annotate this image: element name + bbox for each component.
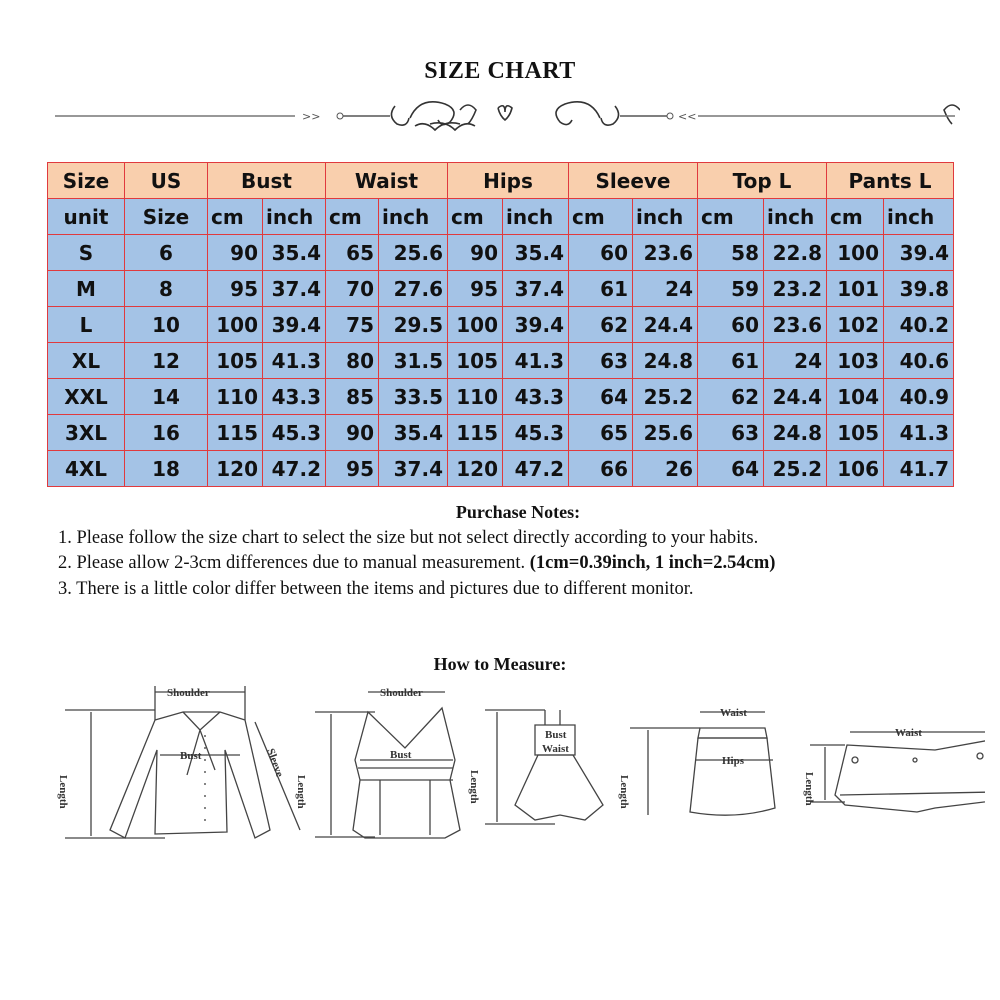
svg-text:Waist: Waist bbox=[720, 707, 747, 719]
unit-cell: Size bbox=[125, 199, 208, 235]
blouse-diagram bbox=[57, 686, 300, 838]
measurement-cell: 60 bbox=[569, 235, 633, 271]
measurement-cell: 62 bbox=[569, 307, 633, 343]
measurement-cell: 120 bbox=[448, 451, 503, 487]
header-cell: Sleeve bbox=[569, 163, 698, 199]
table-row bbox=[48, 379, 954, 415]
measurement-cell: 115 bbox=[448, 415, 503, 451]
purchase-notes bbox=[58, 500, 978, 602]
measurement-cell: 103 bbox=[827, 343, 884, 379]
measurement-cell: 100 bbox=[448, 307, 503, 343]
unit-cell: cm bbox=[698, 199, 764, 235]
svg-text:Length: Length bbox=[295, 775, 307, 809]
table-row bbox=[48, 451, 954, 487]
measurement-cell: 39.8 bbox=[884, 271, 954, 307]
note-item-2 bbox=[58, 551, 978, 577]
measurement-cell: 100 bbox=[827, 235, 884, 271]
measurement-cell: 105 bbox=[208, 343, 263, 379]
measurement-cell: 35.4 bbox=[379, 415, 448, 451]
measurement-cell: 90 bbox=[448, 235, 503, 271]
unit-cell: inch bbox=[633, 199, 698, 235]
unit-cell: inch bbox=[263, 199, 326, 235]
unit-row bbox=[48, 199, 954, 235]
size-chart-table bbox=[47, 162, 954, 487]
skirt-diagram bbox=[618, 707, 775, 815]
header-cell: Waist bbox=[326, 163, 448, 199]
measurement-cell: 47.2 bbox=[503, 451, 569, 487]
svg-text:Bust: Bust bbox=[390, 749, 412, 761]
table-row bbox=[48, 307, 954, 343]
measurement-cell: 39.4 bbox=[503, 307, 569, 343]
measurement-cell: 62 bbox=[698, 379, 764, 415]
header-cell: Size bbox=[48, 163, 125, 199]
measurement-cell: 40.2 bbox=[884, 307, 954, 343]
header-cell: US bbox=[125, 163, 208, 199]
header-cell: Pants L bbox=[827, 163, 954, 199]
svg-text:<<: << bbox=[678, 110, 697, 123]
measurement-cell: 110 bbox=[448, 379, 503, 415]
measurement-cell: 23.6 bbox=[764, 307, 827, 343]
size-label-cell: 3XL bbox=[48, 415, 125, 451]
unit-cell: cm bbox=[569, 199, 633, 235]
measurement-cell: 25.6 bbox=[379, 235, 448, 271]
measurement-cell: 102 bbox=[827, 307, 884, 343]
unit-cell: inch bbox=[884, 199, 954, 235]
measurement-cell: 106 bbox=[827, 451, 884, 487]
measurement-cell: 65 bbox=[326, 235, 379, 271]
page-title: SIZE CHART bbox=[424, 58, 576, 84]
measurement-cell: 64 bbox=[569, 379, 633, 415]
measurement-cell: 8 bbox=[125, 271, 208, 307]
header-cell: Hips bbox=[448, 163, 569, 199]
unit-cell: unit bbox=[48, 199, 125, 235]
measurement-diagrams bbox=[55, 680, 985, 860]
measurement-cell: 45.3 bbox=[503, 415, 569, 451]
svg-text:Waist: Waist bbox=[895, 727, 922, 739]
measurement-cell: 41.3 bbox=[503, 343, 569, 379]
measurement-cell: 43.3 bbox=[503, 379, 569, 415]
measurement-cell: 40.6 bbox=[884, 343, 954, 379]
measurement-cell: 59 bbox=[698, 271, 764, 307]
svg-text:Bust: Bust bbox=[180, 750, 202, 762]
measurement-cell: 80 bbox=[326, 343, 379, 379]
measurement-cell: 90 bbox=[326, 415, 379, 451]
measurement-cell: 43.3 bbox=[263, 379, 326, 415]
size-label-cell: S bbox=[48, 235, 125, 271]
measurement-cell: 33.5 bbox=[379, 379, 448, 415]
measurement-cell: 65 bbox=[569, 415, 633, 451]
measurement-cell: 37.4 bbox=[503, 271, 569, 307]
measurement-cell: 47.2 bbox=[263, 451, 326, 487]
measurement-cell: 23.6 bbox=[633, 235, 698, 271]
svg-text:Shoulder: Shoulder bbox=[380, 687, 423, 699]
measurement-cell: 60 bbox=[698, 307, 764, 343]
svg-text:Length: Length bbox=[57, 775, 69, 809]
ornamental-divider bbox=[50, 96, 960, 136]
measurement-cell: 75 bbox=[326, 307, 379, 343]
measurement-cell: 95 bbox=[208, 271, 263, 307]
measurement-cell: 95 bbox=[448, 271, 503, 307]
size-label-cell: M bbox=[48, 271, 125, 307]
measurement-cell: 90 bbox=[208, 235, 263, 271]
measurement-cell: 61 bbox=[569, 271, 633, 307]
dress-diagram bbox=[468, 710, 603, 824]
measurement-cell: 105 bbox=[827, 415, 884, 451]
unit-cell: cm bbox=[208, 199, 263, 235]
measurement-cell: 31.5 bbox=[379, 343, 448, 379]
measurement-cell: 25.6 bbox=[633, 415, 698, 451]
measurement-cell: 41.3 bbox=[263, 343, 326, 379]
measurement-cell: 12 bbox=[125, 343, 208, 379]
measurement-cell: 37.4 bbox=[263, 271, 326, 307]
measurement-cell: 100 bbox=[208, 307, 263, 343]
measurement-cell: 45.3 bbox=[263, 415, 326, 451]
header-cell: Top L bbox=[698, 163, 827, 199]
measurement-cell: 24.4 bbox=[764, 379, 827, 415]
svg-text:Bust: Bust bbox=[545, 729, 567, 741]
measurement-cell: 115 bbox=[208, 415, 263, 451]
measurement-cell: 120 bbox=[208, 451, 263, 487]
measurement-cell: 110 bbox=[208, 379, 263, 415]
size-label-cell: 4XL bbox=[48, 451, 125, 487]
measurement-cell: 18 bbox=[125, 451, 208, 487]
svg-text:Length: Length bbox=[618, 775, 630, 809]
measurement-cell: 24 bbox=[633, 271, 698, 307]
measurement-cell: 58 bbox=[698, 235, 764, 271]
measurement-cell: 63 bbox=[569, 343, 633, 379]
svg-text:Shoulder: Shoulder bbox=[167, 687, 210, 699]
measurement-cell: 37.4 bbox=[379, 451, 448, 487]
measurement-cell: 35.4 bbox=[263, 235, 326, 271]
measurement-cell: 64 bbox=[698, 451, 764, 487]
note-item-3: 3. There is a little color differ between the items and pictures due to different monitor. bbox=[58, 578, 694, 599]
unit-cell: cm bbox=[448, 199, 503, 235]
measurement-cell: 63 bbox=[698, 415, 764, 451]
measurement-cell: 39.4 bbox=[884, 235, 954, 271]
header-cell: Bust bbox=[208, 163, 326, 199]
measurement-cell: 40.9 bbox=[884, 379, 954, 415]
how-to-measure-heading: How to Measure: bbox=[433, 654, 567, 674]
measurement-cell: 23.2 bbox=[764, 271, 827, 307]
shorts-diagram bbox=[803, 727, 985, 812]
unit-cell: inch bbox=[503, 199, 569, 235]
svg-text:Length: Length bbox=[468, 770, 480, 804]
svg-text:Waist: Waist bbox=[542, 743, 569, 755]
measurement-cell: 104 bbox=[827, 379, 884, 415]
measurement-cell: 27.6 bbox=[379, 271, 448, 307]
note-item-1: 1. Please follow the size chart to select the size but not select directly according to your habits. bbox=[58, 527, 759, 548]
measurement-cell: 16 bbox=[125, 415, 208, 451]
svg-text:Hips: Hips bbox=[722, 755, 745, 767]
note-item-2-text: 2. Please allow 2-3cm differences due to manual measurement. bbox=[58, 553, 526, 573]
table-row bbox=[48, 343, 954, 379]
unit-conversion: (1cm=0.39inch, 1 inch=2.54cm) bbox=[529, 553, 776, 573]
measurement-cell: 24.8 bbox=[633, 343, 698, 379]
measurement-cell: 25.2 bbox=[764, 451, 827, 487]
measurement-cell: 70 bbox=[326, 271, 379, 307]
measurement-cell: 26 bbox=[633, 451, 698, 487]
header-row bbox=[48, 163, 954, 199]
measurement-cell: 41.3 bbox=[884, 415, 954, 451]
unit-cell: cm bbox=[326, 199, 379, 235]
measurement-cell: 101 bbox=[827, 271, 884, 307]
svg-text:Length: Length bbox=[803, 772, 815, 806]
table-row bbox=[48, 271, 954, 307]
measurement-cell: 6 bbox=[125, 235, 208, 271]
measurement-cell: 61 bbox=[698, 343, 764, 379]
measurement-cell: 22.8 bbox=[764, 235, 827, 271]
unit-cell: cm bbox=[827, 199, 884, 235]
size-label-cell: XXL bbox=[48, 379, 125, 415]
measurement-cell: 14 bbox=[125, 379, 208, 415]
notes-heading: Purchase Notes: bbox=[455, 502, 581, 522]
measurement-cell: 10 bbox=[125, 307, 208, 343]
table-row bbox=[48, 415, 954, 451]
measurement-cell: 105 bbox=[448, 343, 503, 379]
measurement-cell: 24.4 bbox=[633, 307, 698, 343]
measurement-cell: 95 bbox=[326, 451, 379, 487]
size-label-cell: L bbox=[48, 307, 125, 343]
measurement-cell: 25.2 bbox=[633, 379, 698, 415]
measurement-cell: 35.4 bbox=[503, 235, 569, 271]
measurement-cell: 24 bbox=[764, 343, 827, 379]
svg-text:>>: >> bbox=[302, 110, 321, 123]
measurement-cell: 85 bbox=[326, 379, 379, 415]
measurement-cell: 24.8 bbox=[764, 415, 827, 451]
size-label-cell: XL bbox=[48, 343, 125, 379]
tank-top-diagram bbox=[295, 687, 460, 838]
unit-cell: inch bbox=[764, 199, 827, 235]
measurement-cell: 39.4 bbox=[263, 307, 326, 343]
table-row bbox=[48, 235, 954, 271]
measurement-cell: 41.7 bbox=[884, 451, 954, 487]
measurement-cell: 29.5 bbox=[379, 307, 448, 343]
measurement-cell: 66 bbox=[569, 451, 633, 487]
unit-cell: inch bbox=[379, 199, 448, 235]
svg-text:Sleeve: Sleeve bbox=[264, 746, 286, 779]
